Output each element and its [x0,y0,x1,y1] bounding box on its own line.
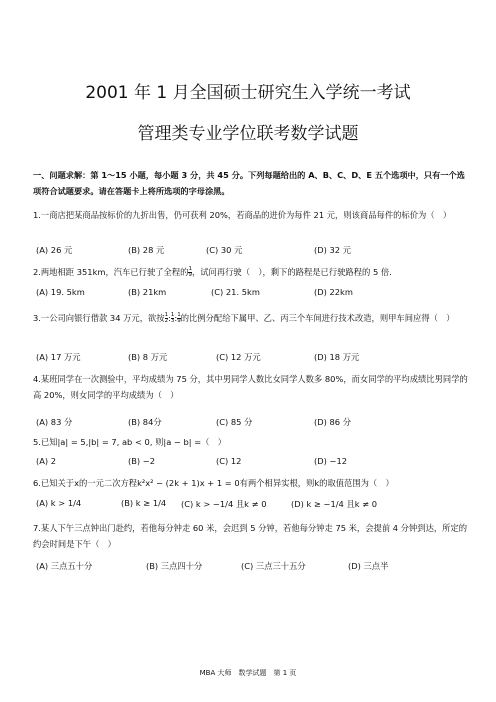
question-1-options [36,244,476,258]
option-a: (A) 19. 5km [36,287,85,297]
question-3-options [36,351,476,365]
question-7-options [36,560,476,574]
option-b: (B) 8 万元 [128,352,168,362]
exam-title: 2001 年 1 月全国硕士研究生入学统一考试 [85,83,411,103]
option-d: (D) 22km [314,287,353,297]
option-b: (B) 三点四十分 [146,561,203,571]
fraction: $\frac{1}{9}$ [177,312,181,324]
option-d: (D) k ≥ −1/4 且k ≠ 0 [291,499,378,509]
option-c: (C) 21. 5km [211,287,260,297]
question-1: 1.一商店把某商品按标价的九折出售，仍可获利 20%，若商品的进价为每件 21 元，则该商品每件的标价为（ ） [33,210,452,220]
exam-subtitle: 管理类专业学位联考数学试题 [137,124,359,144]
page-footer: MBA 大师 数学试题 第 1 页 [199,669,297,677]
option-c: (C) 12 [216,456,242,466]
option-c: (C) 12 万元 [216,352,261,362]
question-2 [33,264,473,280]
option-b: (B) 21km [128,287,167,297]
question-2-options [36,287,476,301]
option-d: (D) 18 万元 [314,352,360,362]
option-a: (A) 三点五十分 [36,561,93,571]
question-2-text-a: 2.两地相距 351km，汽车已行驶了全程的 [33,267,189,277]
option-b: (B) 84分 [128,417,162,427]
option-d: (D) 32 元 [314,245,351,255]
question-7: 7.某人下午三点钟出门赴约，若他每分钟走 60 米，会迟到 5 分钟，若他每分钟走 75 米，会提前 4 分钟到达，所定的约会时间是下午（ ） [33,523,468,549]
option-b: (B) k ≥ 1/4 [121,498,167,508]
question-3-text-b: 的比例分配给下属甲、乙、丙三个车间进行技术改造，则甲车间应得（ ） [180,313,455,323]
option-a: (A) 17 万元 [36,352,81,362]
question-5-options [36,456,476,470]
fraction: $\frac{1}{2}$ [164,312,169,324]
option-c: (C) 85 分 [216,417,253,427]
question-6-options [36,498,476,512]
option-a: (A) 2 [36,456,57,466]
option-c: (C) 三点三十五分 [241,561,306,571]
option-a: (A) 26 元 [36,245,73,255]
question-6: 6.已知关于x的一元二次方程k²x² − (2k + 1)x + 1 = 0有两个相异实根，则k的取值范围为（ ） [33,478,394,488]
question-4: 4.某班同学在一次测验中，平均成绩为 75 分，其中男同学人数比女同学人数多 80%，而女同学的平均成绩比男同学的高 20%，则女同学的平均成绩为（ ） [33,374,468,400]
question-2-text-b: ，试问再行驶（ ），剩下的路程是已行驶路程的 5 倍. [191,267,392,277]
option-a: (A) 83 分 [36,417,73,427]
fraction: $\frac{1}{3}$ [170,312,175,324]
option-d: (D) 三点半 [348,561,389,571]
option-a: (A) k > 1/4 [36,498,82,508]
question-4-options [36,416,476,430]
option-b: (B) 28 元 [128,245,165,255]
fraction: $\frac{1}{9}$ [188,266,192,278]
question-3-text-a: 3.一公司向银行借款 34 万元，欲按 [33,313,165,323]
option-d: (D) 86 分 [314,417,351,427]
option-b: (B) −2 [128,456,156,466]
question-3: 3.一公司向银行借款 34 万元，欲按 $\frac{1}{2}$ : $\frac{1}{3}$ : $\frac{1}{9}$ 的比例分配给下属甲、乙、丙三个车间进行技术改造，则甲车间应得（ ） [33,312,455,324]
option-d: (D) −12 [314,456,348,466]
option-c: (C) k > −1/4 且k ≠ 0 [181,499,267,509]
section-instructions: 一、问题求解：第 1～15 小题，每小题 3 分，共 45 分。下列每题给出的 A、B、C、D、E 五个选项中，只有一个选项符合试题要求。请在答题卡上将所选项的字母涂黑。 [33,170,465,196]
question-5: 5.已知|a| = 5,|b| = 7, ab < 0, 则|a − b| =（ ） [33,437,227,447]
option-c: (C) 30 元 [206,245,243,255]
